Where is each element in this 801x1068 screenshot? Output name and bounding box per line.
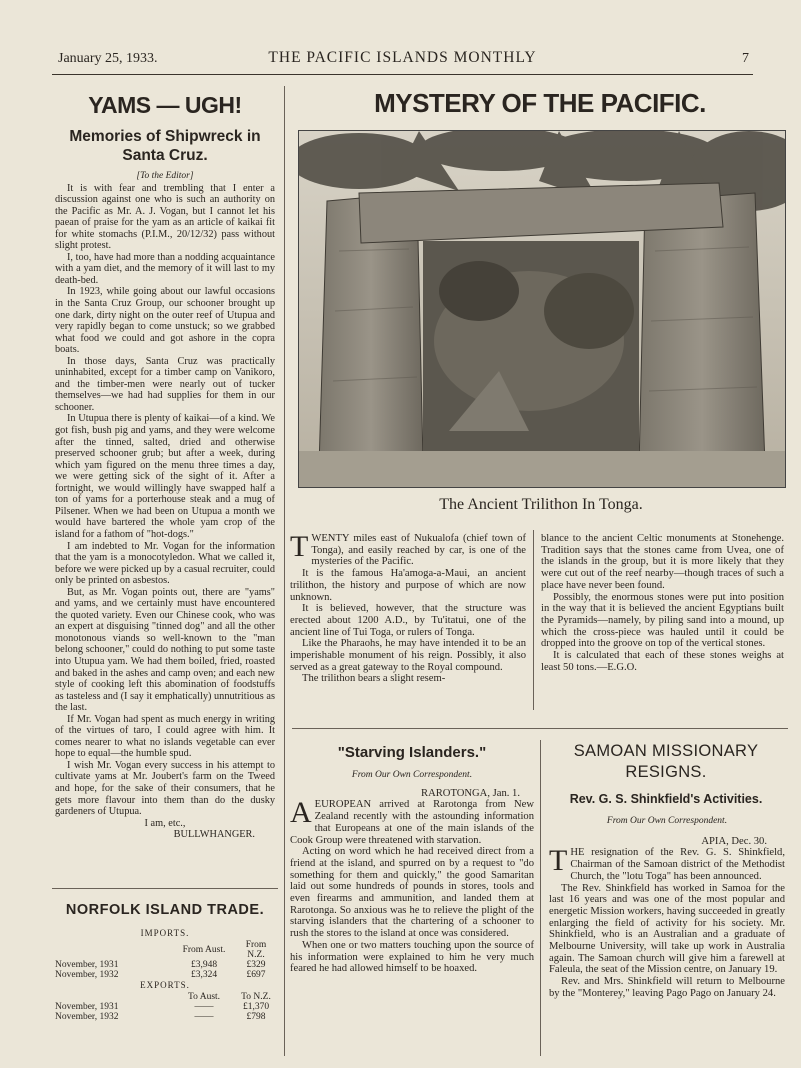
mystery-paragraph: The trilithon bears a slight resem- xyxy=(302,673,446,685)
row-value: £697 xyxy=(246,970,266,980)
imports-col-aust: From Aust. xyxy=(182,945,226,955)
starving-lead-text: EUROPEAN arrived at Rarotonga from New Zealand recently with the astounding information that Europeans at one of the main islands of the Cook Group were threatened with starvation. xyxy=(290,799,534,846)
row-value: £798 xyxy=(246,1012,266,1022)
samoan-lead-text: HE resignation of the Rev. G. S. Shinkfield, Chairman of the Samoan district of the Methodist Church, the "lotu Toga" has been announced. xyxy=(570,847,785,882)
yams-paragraph: I wish Mr. Vogan every success in his attempt to cultivate yams at Mr. Joubert's farm on the Tweed and hope, for the sake of their consumers, that he gets more flavour into them than do the dusky gardeners of Utupua. xyxy=(55,759,275,818)
row-label: November, 1932 xyxy=(55,970,119,980)
starving-lead-paragraph xyxy=(290,796,534,846)
section-rule-mystery xyxy=(292,728,788,729)
yams-paragraph: In Utupua there is plenty of kaikai—of a kind. We got fish, bush pig and yams, and they were welcome after the tinned, salted, dried and otherwise preserved schooner grub; but after a week, during which yam figured on the menu three times a day, we were getting sick of the sight of it. After a fortnight, we would willingly have swapped half a ton of yams for a porterhouse steak and a mug of Pilsener. When we had been on Utupua a month we would have bartered the whole yam crop of the island for a fathom of "hot-dogs." xyxy=(55,413,275,540)
yams-signoff: I am, etc., xyxy=(144,817,186,829)
row-value: —— xyxy=(194,1012,214,1022)
row-label: November, 1931 xyxy=(55,1002,119,1012)
column-rule-mid xyxy=(540,740,541,1056)
mystery-lead-text: WENTY miles east of Nukualofa (chief town of Tonga), and easily reached by car, is one of the mysteries of the Pacific. xyxy=(311,533,526,568)
samoan-dateline: APIA, Dec. 30. xyxy=(701,835,767,847)
drop-cap: A xyxy=(290,796,312,830)
starving-headline: "Starving Islanders." xyxy=(337,744,487,761)
issue-date: January 25, 1933. xyxy=(58,51,158,66)
exports-col-aust: To Aust. xyxy=(187,992,221,1002)
mystery-paragraph: Like the Pharaohs, he may have intended it to be an imperishable monument of his reign. Possibly, it also served as a great gateway to the Royal compound. xyxy=(290,638,526,673)
trilithon-illustration xyxy=(299,131,785,487)
doorway-foliage xyxy=(423,241,639,461)
mystery-paragraph: blance to the ancient Celtic monuments at Stonehenge. Tradition says that the stones came from Uvea, one of the islands in the group, but it is more likely that they were cut out of the reef nearby—though traces of such a place have never been found. xyxy=(541,533,784,591)
starving-body xyxy=(290,770,534,975)
samoan-body xyxy=(549,816,785,1000)
yams-paragraph: In 1923, while going about our lawful occasions in the Santa Cruz Group, our schooner brought up one dark, dirty night on the outer reef of Utupua and very rapidly began to come unstuck; so we grabbed what food we could and got ashore in the copra boats. xyxy=(55,286,275,356)
table-row xyxy=(52,1012,278,1022)
table-row xyxy=(52,970,278,980)
row-label: November, 1932 xyxy=(55,1012,119,1022)
samoan-paragraph: Rev. and Mrs. Shinkfield will return to Melbourne by the "Monterey," leaving Pago Pago on January 24. xyxy=(549,976,785,999)
yams-signature: BULLWHANGER. xyxy=(173,829,255,841)
yams-paragraph: It is with fear and trembling that I enter a discussion against one who is such an authority on the Pacific as Mr. A. J. Vogan, but I cannot let his paean of praise for the yam as an article of kaikai fit for white stomachs (P.I.M., 20/12/32) pass without slight protest. xyxy=(55,182,275,252)
row-value: £3,948 xyxy=(190,960,218,970)
drop-cap: T xyxy=(290,530,309,563)
mystery-paragraph: Possibly, the enormous stones were put into position in the way that it is believed the ancient Egyptians built the Pyramids—namely, by piling sand into a mound, up which the cross-piece was hauled until it could be dropped into the groove on top of the vertical stones. xyxy=(541,591,784,650)
starving-paragraph: When one or two matters touching upon the source of his information were explained to him he very much feared he had allowed himself to be hoaxed. xyxy=(290,939,534,975)
yams-paragraph: If Mr. Vogan had spent as much energy in writing of the virtues of taro, I could agree with him. It comes nearer to what no islands vegetable can ever hope to equal—the humble spud. xyxy=(55,713,275,760)
mystery-paragraph: It is the famous Ha'amoga-a-Maui, an ancient trilithon, the history and purpose of which are now unknown. xyxy=(290,568,526,603)
running-header xyxy=(52,48,753,75)
right-pillar xyxy=(639,193,765,469)
samoan-subtitle: Rev. G. S. Shinkfield's Activities. xyxy=(569,792,763,806)
column-rule-photo-text xyxy=(533,530,534,710)
exports-table xyxy=(52,992,278,1022)
yams-subtitle-line2: Santa Cruz. xyxy=(122,147,208,164)
imports-col-nz: From N.Z. xyxy=(245,940,267,960)
row-value: £3,324 xyxy=(190,970,218,980)
exports-col-nz: To N.Z. xyxy=(241,992,271,1002)
page-number: 7 xyxy=(742,51,749,66)
column-rule-left xyxy=(284,86,285,1056)
yams-subtitle-line1: Memories of Shipwreck in xyxy=(69,128,261,145)
yams-paragraph: In those days, Santa Cruz was practically uninhabited, except for a timber camp on Vanikoro, and the timber-men were nearly out of tucker themselves—we had had supplies for them in our schooner. xyxy=(55,355,275,413)
mystery-column-1 xyxy=(290,530,526,685)
imports-heading: IMPORTS. xyxy=(140,928,190,938)
yams-paragraph: I am indebted to Mr. Vogan for the information that the yam is a monocotyledon. What we called it, before we were picked up by a casual recruiter, could only be printed on asbestos. xyxy=(55,540,275,587)
exports-heading: EXPORTS. xyxy=(140,980,190,990)
starving-paragraph: Acting on word which he had received direct from a friend at the island, and spurred on by a request to "do something for them and quickly," the good Samaritan laid out some hundreds of pounds in stores, tools and even firearms and ammunition, and landed them at Rarotonga. So anxious was he to relieve the plight of the starving islanders that the chartering of a schooner to rush the stores to the island at once was considered. xyxy=(290,846,534,940)
norfolk-headline: NORFOLK ISLAND TRADE. xyxy=(65,902,265,918)
row-label: November, 1931 xyxy=(55,960,119,970)
mystery-column-2 xyxy=(541,533,784,673)
section-rule-yams xyxy=(52,888,278,889)
yams-paragraph: I, too, have had more than a nodding acquaintance with a yam diet, and the memory of it will last to my death-bed. xyxy=(55,251,275,286)
starving-byline: From Our Own Correspondent. xyxy=(351,770,473,780)
samoan-headline-line2: RESIGNS. xyxy=(625,763,707,781)
table-row xyxy=(52,1002,278,1012)
yams-body xyxy=(55,171,275,841)
mystery-headline: MYSTERY OF THE PACIFIC. xyxy=(374,88,706,118)
yams-paragraph: But, as Mr. Vogan points out, there are "yams" and yams, and we certainly must have encountered the quoted variety. Even our Chinese cook, who was an expert at disguising "tinned dog" and all the other monotonous viands so well-known to the "man belong schooner," could do nothing to put some taste into Utupua yam. We had them boiled, fried, roasted and baked in the ashes and camp oven; and each new style of cooking left this abomination of foodstuffs as tasteless and (I say it emphatically) unnutritious as the last. xyxy=(55,586,275,714)
samoan-headline-line1: SAMOAN MISSIONARY xyxy=(573,742,759,760)
mystery-paragraph: It is believed, however, that the structure was erected about 1200 A.D., by Tu'itatui, one of the ancient line of Tui Toga, or rulers of Tonga. xyxy=(290,603,526,638)
imports-table xyxy=(52,940,278,980)
row-value: £1,370 xyxy=(242,1002,270,1012)
mystery-paragraph: It is calculated that each of these stones weighs at least 50 tons.—E.G.O. xyxy=(541,650,784,673)
yams-headline: YAMS — UGH! xyxy=(88,92,242,118)
samoan-paragraph: The Rev. Shinkfield has worked in Samoa for the last 16 years and was one of the most popular and energetic Mission workers, having succeeded in greatly enlarging the field of activity for his society. Mr. Shinkfield, who is an Australian and a graduate of Melbourne University, will take up work in Australia again. The Samoan church will give him a farewell at Faleula, the seat of the Mission centre, on January 19. xyxy=(549,882,785,976)
yams-byline: [To the Editor] xyxy=(136,171,194,181)
magazine-title: THE PACIFIC ISLANDS MONTHLY xyxy=(268,49,537,66)
samoan-lead-paragraph xyxy=(549,844,785,882)
starving-dateline: RAROTONGA, Jan. 1. xyxy=(421,787,520,799)
trilithon-photo xyxy=(298,130,786,488)
mystery-lead-paragraph xyxy=(290,530,526,568)
row-value: £329 xyxy=(246,960,266,970)
ground xyxy=(299,451,785,487)
table-row xyxy=(52,960,278,970)
drop-cap: T xyxy=(549,844,568,878)
photo-caption: The Ancient Trilithon In Tonga. xyxy=(439,496,643,513)
samoan-byline: From Our Own Correspondent. xyxy=(606,816,728,826)
row-value: —— xyxy=(194,1002,214,1012)
